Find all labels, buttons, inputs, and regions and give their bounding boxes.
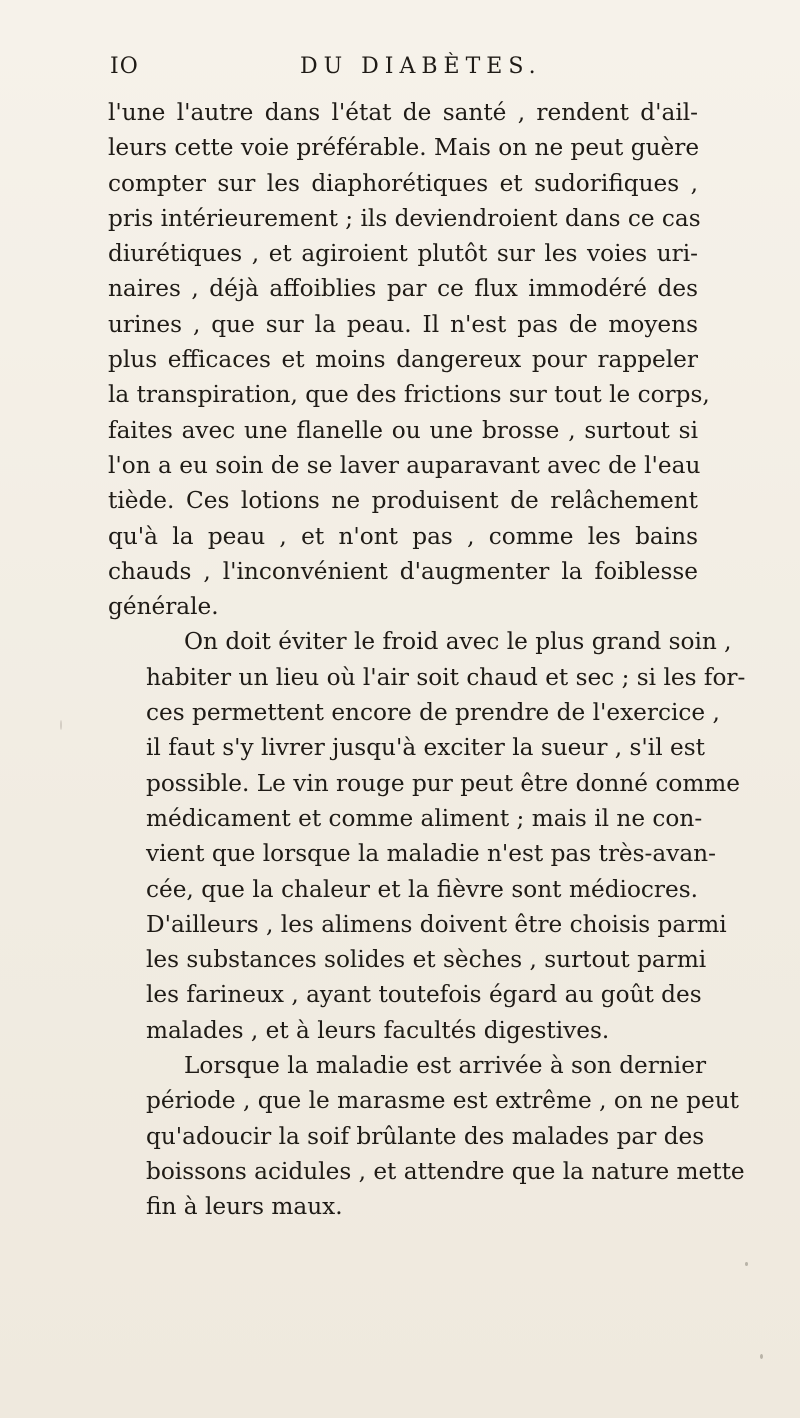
text-line: qu'à la peau , et n'ont pas , comme les bains [108,522,698,550]
text-line: vient que lorsque la maladie n'est pas très-avan- [146,840,716,868]
paper-speck [60,720,62,730]
paper-speck [745,1262,748,1266]
text-line: faites avec une flanelle ou une brosse , surtout si [108,416,698,444]
text-line: fin à leurs maux. [146,1193,343,1221]
text-line: la transpiration, que des frictions sur tout le corps, [108,381,710,409]
text-line: boissons acidules , et attendre que la nature mette [146,1157,745,1185]
text-line: naires , déjà affoiblies par ce flux immodéré des [108,275,698,303]
text-line: pris intérieurement ; ils deviendroient dans ce cas [108,204,701,232]
text-line: compter sur les diaphorétiques et sudorifiques , [108,169,698,197]
text-line: médicament et comme aliment ; mais il ne con- [146,804,703,832]
body-text [108,95,746,1225]
page-header [110,54,670,90]
text-line: qu'adoucir la soif brûlante des malades par des [146,1122,705,1150]
text-line: Lorsque la maladie est arrivée à son dernier [184,1052,707,1080]
text-line: malades , et à leurs facultés digestives. [146,1016,610,1044]
text-line: ces permettent encore de prendre de l'exercice , [146,699,720,727]
paragraph [108,1048,745,1224]
paragraph [108,624,746,1048]
text-line: les farineux , ayant toutefois égard au goût des [146,981,702,1009]
text-line: plus efficaces et moins dangereux pour rappeler [108,346,698,374]
text-line: les substances solides et sèches , surtout parmi [146,946,707,974]
text-line: l'une l'autre dans l'état de santé , rendent d'ail- [108,99,698,126]
text-line: générale. [108,593,219,621]
text-line: l'on a eu soin de se laver auparavant avec de l'eau [108,451,701,479]
paper-speck [760,1354,763,1359]
page-number: IO [110,54,139,79]
text-line: chauds , l'inconvénient d'augmenter la foiblesse [108,557,698,585]
paragraph [108,95,710,624]
text-line: On doit éviter le froid avec le plus grand soin , [184,628,732,656]
text-line: diurétiques , et agiroient plutôt sur les voies uri- [108,240,698,268]
running-head: DU DIABÈTES. [300,54,542,79]
text-line: période , que le marasme est extrême , on ne peut [146,1087,739,1115]
text-line: urines , que sur la peau. Il n'est pas de moyens [108,310,698,338]
text-line: D'ailleurs , les alimens doivent être choisis parmi [146,910,727,938]
text-line: cée, que la chaleur et la fièvre sont médiocres. [146,875,698,903]
text-line: il faut s'y livrer jusqu'à exciter la sueur , s'il est [146,734,705,762]
text-line: leurs cette voie préférable. Mais on ne peut guère [108,134,700,162]
text-line: possible. Le vin rouge pur peut être donné comme [146,769,741,797]
text-line: tiède. Ces lotions ne produisent de relâchement [108,487,698,515]
text-line: habiter un lieu où l'air soit chaud et sec ; si les for- [146,663,746,691]
